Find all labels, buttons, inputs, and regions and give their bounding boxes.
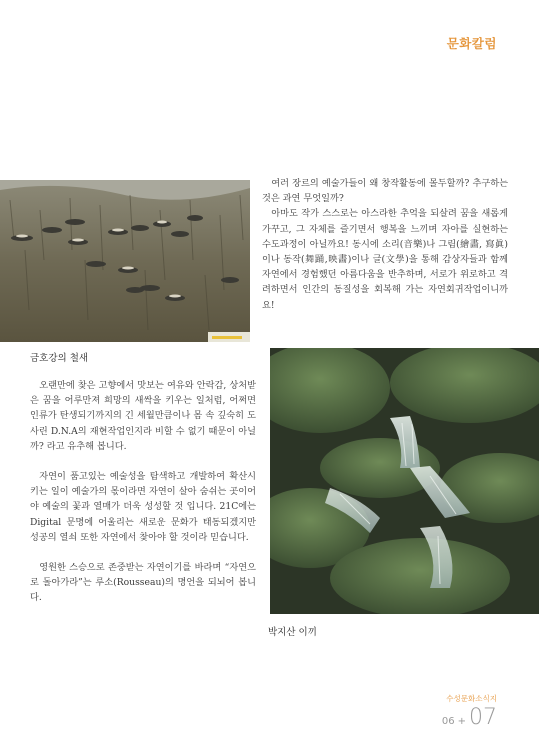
paragraph: 여러 장르의 예술가들이 왜 창작활동에 몰두할까? 추구하는 것은 과연 무엇일까?: [262, 178, 508, 205]
paragraph: 자연이 품고있는 예술성을 탐색하고 개발하여 확산시키는 일이 예술가의 몫이라면 자연이 살아 숨쉬는 곳이어야 예술의 꽃과 열매가 더욱 성성할 것 입니다. 21C에는 Digital 문명에 어울리는 새로운 문화가 태동되겠지만 성공의 열쇠 또한 자연에서 찾아야 할 것이라 믿습니다.: [30, 471, 256, 543]
geese-photo: [0, 180, 250, 342]
paragraph: 아마도 작가 스스로는 아스라한 추억을 되살려 꿈을 새롭게 가꾸고, 그 자체를 즐기면서 행복을 느끼며 자아를 실현하는 수도과정이 아닐까요! 동시에 소리(音樂)나 그림(繪畵, 寫眞)이나 동작(舞踊,映畵)이나 글(文學)을 통해 감상자들과 함께 자연에서 경험했던 아름다움을 반추하며, 서로가 위로하고 격려하면서 인간의 동질성을 회복해 가는 자연회귀작업이니까요!: [262, 208, 508, 311]
paragraph: 오랜만에 찾은 고향에서 맛보는 여유와 안락감, 상처받은 꿈을 어루만져 희망의 새싹을 키우는 일처럼, 어쩌면 인류가 탄생되기까지의 긴 세월만큼이나 몸 속 깊숙히 도사린 D.N.A의 재현작업인지라 비할 수 없기 때문이 아닐까? 라고 유추해 봅니다.: [30, 380, 256, 452]
geese-illustration: [0, 180, 250, 342]
moss-photo: [270, 348, 539, 614]
magazine-name: 수성문화소식지: [446, 694, 497, 703]
page-number-left: 06: [441, 716, 455, 727]
caption-geese: 금호강의 철새: [30, 353, 89, 364]
section-title: 문화칼럼: [446, 36, 497, 51]
page-number-right: 07: [469, 705, 497, 730]
caption-moss: 박지산 이끼: [268, 627, 317, 638]
page-number: [442, 705, 497, 730]
moss-illustration: [270, 348, 539, 614]
paragraph: 영원한 스승으로 존중받는 자연이기를 바라며 “자연으로 돌아가라”는 루소(Rousseau)의 명언을 되뇌어 봅니다.: [30, 562, 256, 604]
left-column-text: [30, 378, 256, 606]
right-column-text: [262, 176, 508, 313]
page-separator: +: [457, 716, 466, 727]
